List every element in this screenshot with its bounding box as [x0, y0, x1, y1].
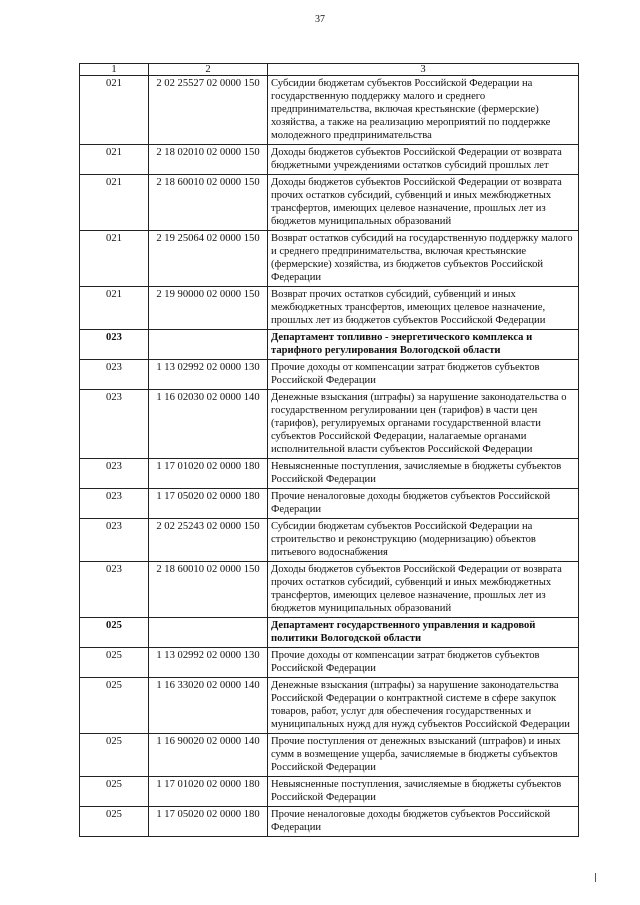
budget-code-cell: 2 19 25064 02 0000 150 [149, 231, 268, 287]
column-header-2: 2 [149, 64, 268, 76]
revenue-name-cell: Субсидии бюджетам субъектов Российской Федерации на государственную поддержку малого и среднего предпринимательства, включая крестьянские (фермерские) хозяйства, а также на реализацию мероприятий по поддержке молодежного предпринимательства [268, 76, 579, 145]
table-row [80, 459, 579, 489]
admin-code-cell: 023 [80, 390, 149, 459]
revenue-name-cell: Невыясненные поступления, зачисляемые в бюджеты субъектов Российской Федерации [268, 777, 579, 807]
revenue-name-cell: Возврат остатков субсидий на государственную поддержку малого и среднего предпринимательства, включая крестьянские (фермерские) хозяйства, из бюджетов субъектов Российской Федерации [268, 231, 579, 287]
table-row [80, 360, 579, 390]
table-row [80, 145, 579, 175]
department-row [80, 618, 579, 648]
admin-code-cell: 021 [80, 175, 149, 231]
table-row [80, 519, 579, 562]
page-number: 37 [315, 14, 325, 25]
budget-code-cell [149, 330, 268, 360]
budget-code-cell: 1 17 01020 02 0000 180 [149, 777, 268, 807]
admin-code-cell: 025 [80, 807, 149, 837]
revenue-name-cell: Возврат прочих остатков субсидий, субвенций и иных межбюджетных трансфертов, имеющих целевое назначение, прошлых лет из бюджетов субъектов Российской Федерации [268, 287, 579, 330]
table-row [80, 678, 579, 734]
table-row [80, 287, 579, 330]
admin-code-cell: 023 [80, 330, 149, 360]
revenue-name-cell: Департамент топливно - энергетического комплекса и тарифного регулирования Вологодской области [268, 330, 579, 360]
budget-code-cell: 2 18 60010 02 0000 150 [149, 175, 268, 231]
revenue-name-cell: Прочие неналоговые доходы бюджетов субъектов Российской Федерации [268, 807, 579, 837]
table-row [80, 734, 579, 777]
revenue-name-cell: Невыясненные поступления, зачисляемые в бюджеты субъектов Российской Федерации [268, 459, 579, 489]
revenue-name-cell: Денежные взыскания (штрафы) за нарушение законодательства Российской Федерации о контрактной системе в сфере закупок товаров, работ, услуг для обеспечения государственных и муниципальных нужд для нужд субъектов Российской Федерации [268, 678, 579, 734]
admin-code-cell: 023 [80, 459, 149, 489]
table-row [80, 562, 579, 618]
admin-code-cell: 023 [80, 562, 149, 618]
margin-mark [595, 873, 596, 882]
column-header-1: 1 [80, 64, 149, 76]
revenue-name-cell: Прочие неналоговые доходы бюджетов субъектов Российской Федерации [268, 489, 579, 519]
budget-code-cell: 2 18 60010 02 0000 150 [149, 562, 268, 618]
revenue-name-cell: Прочие доходы от компенсации затрат бюджетов субъектов Российской Федерации [268, 648, 579, 678]
budget-code-cell: 2 02 25243 02 0000 150 [149, 519, 268, 562]
budget-code-cell: 1 16 33020 02 0000 140 [149, 678, 268, 734]
admin-code-cell: 025 [80, 777, 149, 807]
table-row [80, 76, 579, 145]
admin-code-cell: 021 [80, 145, 149, 175]
column-header-3: 3 [268, 64, 579, 76]
admin-code-cell: 025 [80, 734, 149, 777]
revenue-name-cell: Субсидии бюджетам субъектов Российской Федерации на строительство и реконструкцию (модернизацию) объектов питьевого водоснабжения [268, 519, 579, 562]
admin-code-cell: 023 [80, 360, 149, 390]
admin-code-cell: 025 [80, 618, 149, 648]
admin-code-cell: 021 [80, 76, 149, 145]
budget-code-cell: 1 16 02030 02 0000 140 [149, 390, 268, 459]
admin-code-cell: 025 [80, 678, 149, 734]
revenue-name-cell: Прочие поступления от денежных взысканий (штрафов) и иных сумм в возмещение ущерба, зачисляемые в бюджеты субъектов Российской Федерации [268, 734, 579, 777]
budget-code-cell: 2 19 90000 02 0000 150 [149, 287, 268, 330]
revenue-name-cell: Денежные взыскания (штрафы) за нарушение законодательства о государственном регулировании цен (тарифов) в части цен (тарифов), регулируемых органами государственной власти субъектов Российской Федерации, налагаемые органами исполнительной власти субъектов Российской Федерации [268, 390, 579, 459]
revenue-name-cell: Доходы бюджетов субъектов Российской Федерации от возврата бюджетными учреждениями остатков субсидий прошлых лет [268, 145, 579, 175]
revenue-classification-table [79, 63, 579, 837]
budget-code-cell: 1 13 02992 02 0000 130 [149, 360, 268, 390]
table-header-row [80, 64, 579, 76]
table-row [80, 777, 579, 807]
table-row [80, 231, 579, 287]
revenue-name-cell: Прочие доходы от компенсации затрат бюджетов субъектов Российской Федерации [268, 360, 579, 390]
budget-code-cell: 2 02 25527 02 0000 150 [149, 76, 268, 145]
revenue-name-cell: Доходы бюджетов субъектов Российской Федерации от возврата прочих остатков субсидий, субвенций и иных межбюджетных трансфертов, имеющих целевое назначение, прошлых лет из бюджетов муниципальных образований [268, 562, 579, 618]
budget-code-cell: 1 17 05020 02 0000 180 [149, 807, 268, 837]
budget-code-cell: 1 17 05020 02 0000 180 [149, 489, 268, 519]
revenue-name-cell: Департамент государственного управления и кадровой политики Вологодской области [268, 618, 579, 648]
budget-code-cell: 1 17 01020 02 0000 180 [149, 459, 268, 489]
table-row [80, 807, 579, 837]
budget-code-cell: 1 13 02992 02 0000 130 [149, 648, 268, 678]
budget-code-cell: 1 16 90020 02 0000 140 [149, 734, 268, 777]
revenue-name-cell: Доходы бюджетов субъектов Российской Федерации от возврата прочих остатков субсидий, субвенций и иных межбюджетных трансфертов, имеющих целевое назначение, прошлых лет из бюджетов муниципальных образований [268, 175, 579, 231]
budget-code-cell: 2 18 02010 02 0000 150 [149, 145, 268, 175]
table-row [80, 175, 579, 231]
admin-code-cell: 023 [80, 489, 149, 519]
admin-code-cell: 025 [80, 648, 149, 678]
department-row [80, 330, 579, 360]
table-row [80, 390, 579, 459]
admin-code-cell: 021 [80, 287, 149, 330]
admin-code-cell: 021 [80, 231, 149, 287]
budget-code-cell [149, 618, 268, 648]
table-row [80, 648, 579, 678]
table-row [80, 489, 579, 519]
admin-code-cell: 023 [80, 519, 149, 562]
